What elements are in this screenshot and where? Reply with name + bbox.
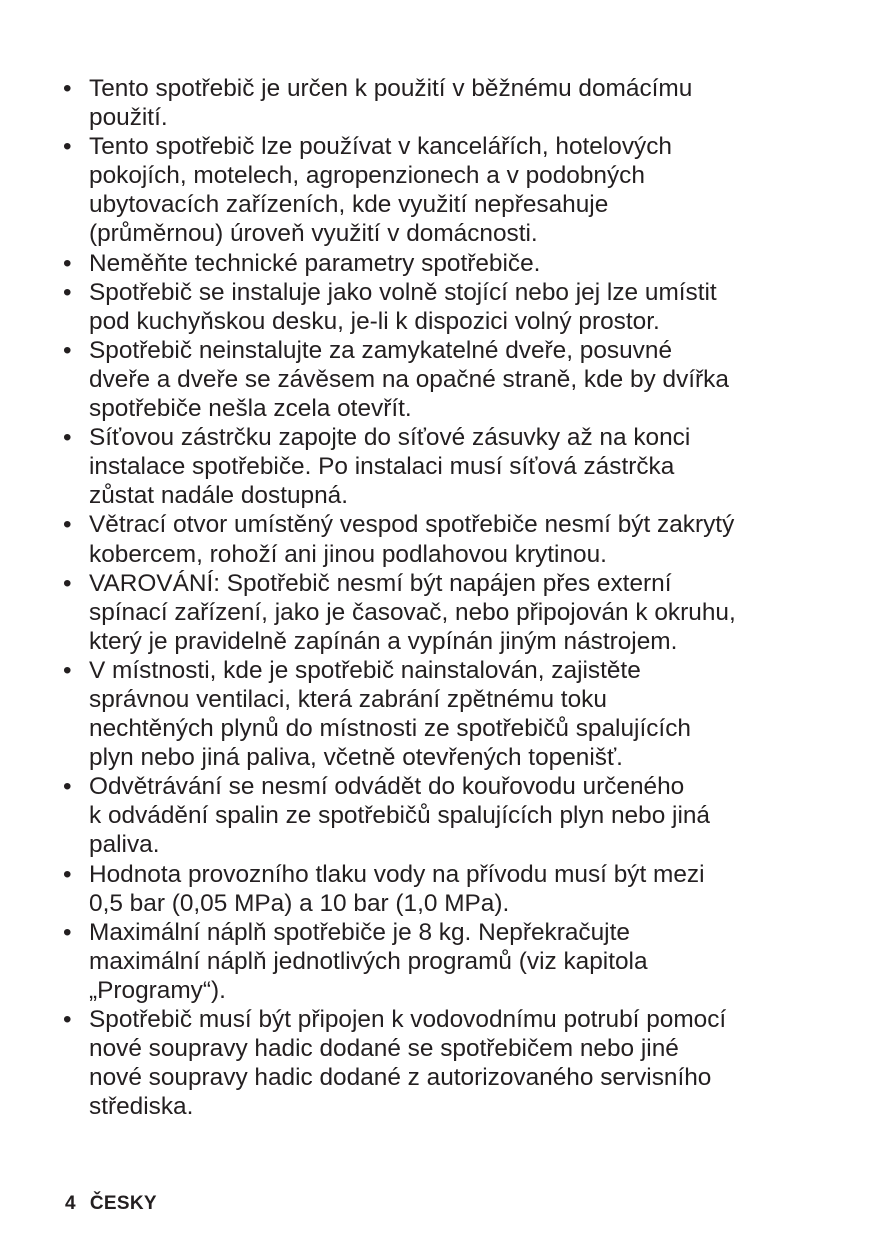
safety-instructions-list <box>60 74 820 1121</box>
page-number: 4 <box>65 1193 76 1214</box>
list-item-text: Spotřebič se instaluje jako volně stojící nebo jej lze umístit pod kuchyňskou desku, je-li k dispozici volný prostor. <box>89 278 717 335</box>
list-item-text: Větrací otvor umístěný vespod spotřebiče nesmí být zakrytý kobercem, rohoží ani jinou podlahovou krytinou. <box>89 511 735 568</box>
list-item-text: Tento spotřebič lze používat v kancelářích, hotelových pokojích, motelech, agropenzionech a v podobných ubytovacích zařízeních, kde využití nepřesahuje (průměrnou) úroveň využití v domácnosti. <box>89 133 672 248</box>
bullet-icon: • <box>63 249 72 277</box>
list-item-text: Tento spotřebič je určen k použití v běžnému domácímu použití. <box>89 75 693 132</box>
bullet-icon: • <box>63 133 72 161</box>
list-item <box>60 918 820 1005</box>
list-item-text: Síťovou zástrčku zapojte do síťové zásuvky až na konci instalace spotřebiče. Po instalaci musí síťová zástrčka zůstat nadále dostupná. <box>89 424 691 510</box>
bullet-icon: • <box>63 278 72 306</box>
bullet-icon: • <box>63 773 72 801</box>
language-label: ČESKY <box>89 1193 157 1214</box>
document-body <box>60 74 820 1121</box>
list-item-text: Maximální náplň spotřebiče je 8 kg. Nepřekračujte maximální náplň jednotlivých programů (viz kapitola „Programy“). <box>89 918 648 1004</box>
list-item <box>60 74 820 132</box>
list-item <box>60 132 820 248</box>
list-item-text: Spotřebič musí být připojen k vodovodnímu potrubí pomocí nové soupravy hadic dodané se spotřebičem nebo jiné nové soupravy hadic dodané z autorizovaného servisního střediska. <box>89 1006 727 1121</box>
list-item <box>60 278 820 336</box>
bullet-icon: • <box>63 918 72 946</box>
list-item-text: Odvětrávání se nesmí odvádět do kouřovodu určeného k odvádění spalin ze spotřebičů spalujících plyn nebo jiná paliva. <box>89 773 710 859</box>
bullet-icon: • <box>63 424 72 452</box>
list-item-text: VAROVÁNÍ: Spotřebič nesmí být napájen přes externí spínací zařízení, jako je časovač, nebo připojován k okruhu, který je pravidelně zapínán a vypínán jiným nástrojem. <box>89 569 736 655</box>
list-item-text: Neměňte technické parametry spotřebiče. <box>89 249 541 277</box>
list-item <box>60 1005 820 1121</box>
list-item <box>60 860 820 918</box>
bullet-icon: • <box>63 75 72 102</box>
list-item <box>60 510 820 568</box>
bullet-icon: • <box>63 860 72 888</box>
bullet-icon: • <box>63 336 72 364</box>
list-item <box>60 772 820 859</box>
list-item-text: Spotřebič neinstalujte za zamykatelné dveře, posuvné dveře a dveře se závěsem na opačné straně, kde by dvířka spotřebiče nešla zcela otevřít. <box>89 336 729 423</box>
bullet-icon: • <box>63 569 72 597</box>
bullet-icon: • <box>63 656 72 684</box>
list-item <box>60 423 820 510</box>
page-footer <box>65 1193 157 1215</box>
list-item-text: Hodnota provozního tlaku vody na přívodu musí být mezi 0,5 bar (0,05 MPa) a 10 bar (1,0 MPa). <box>89 860 705 917</box>
bullet-icon: • <box>63 511 72 539</box>
list-item <box>60 249 820 278</box>
list-item-text: V místnosti, kde je spotřebič nainstalován, zajistěte správnou ventilaci, která zabrání zpětnému toku nechtěných plynů do místnosti ze spotřebičů spalujících plyn nebo jiná paliva, včetně otevřených topenišť. <box>89 656 691 772</box>
bullet-icon: • <box>63 1006 72 1033</box>
list-item <box>60 336 820 423</box>
list-item <box>60 656 820 772</box>
list-item <box>60 569 820 656</box>
